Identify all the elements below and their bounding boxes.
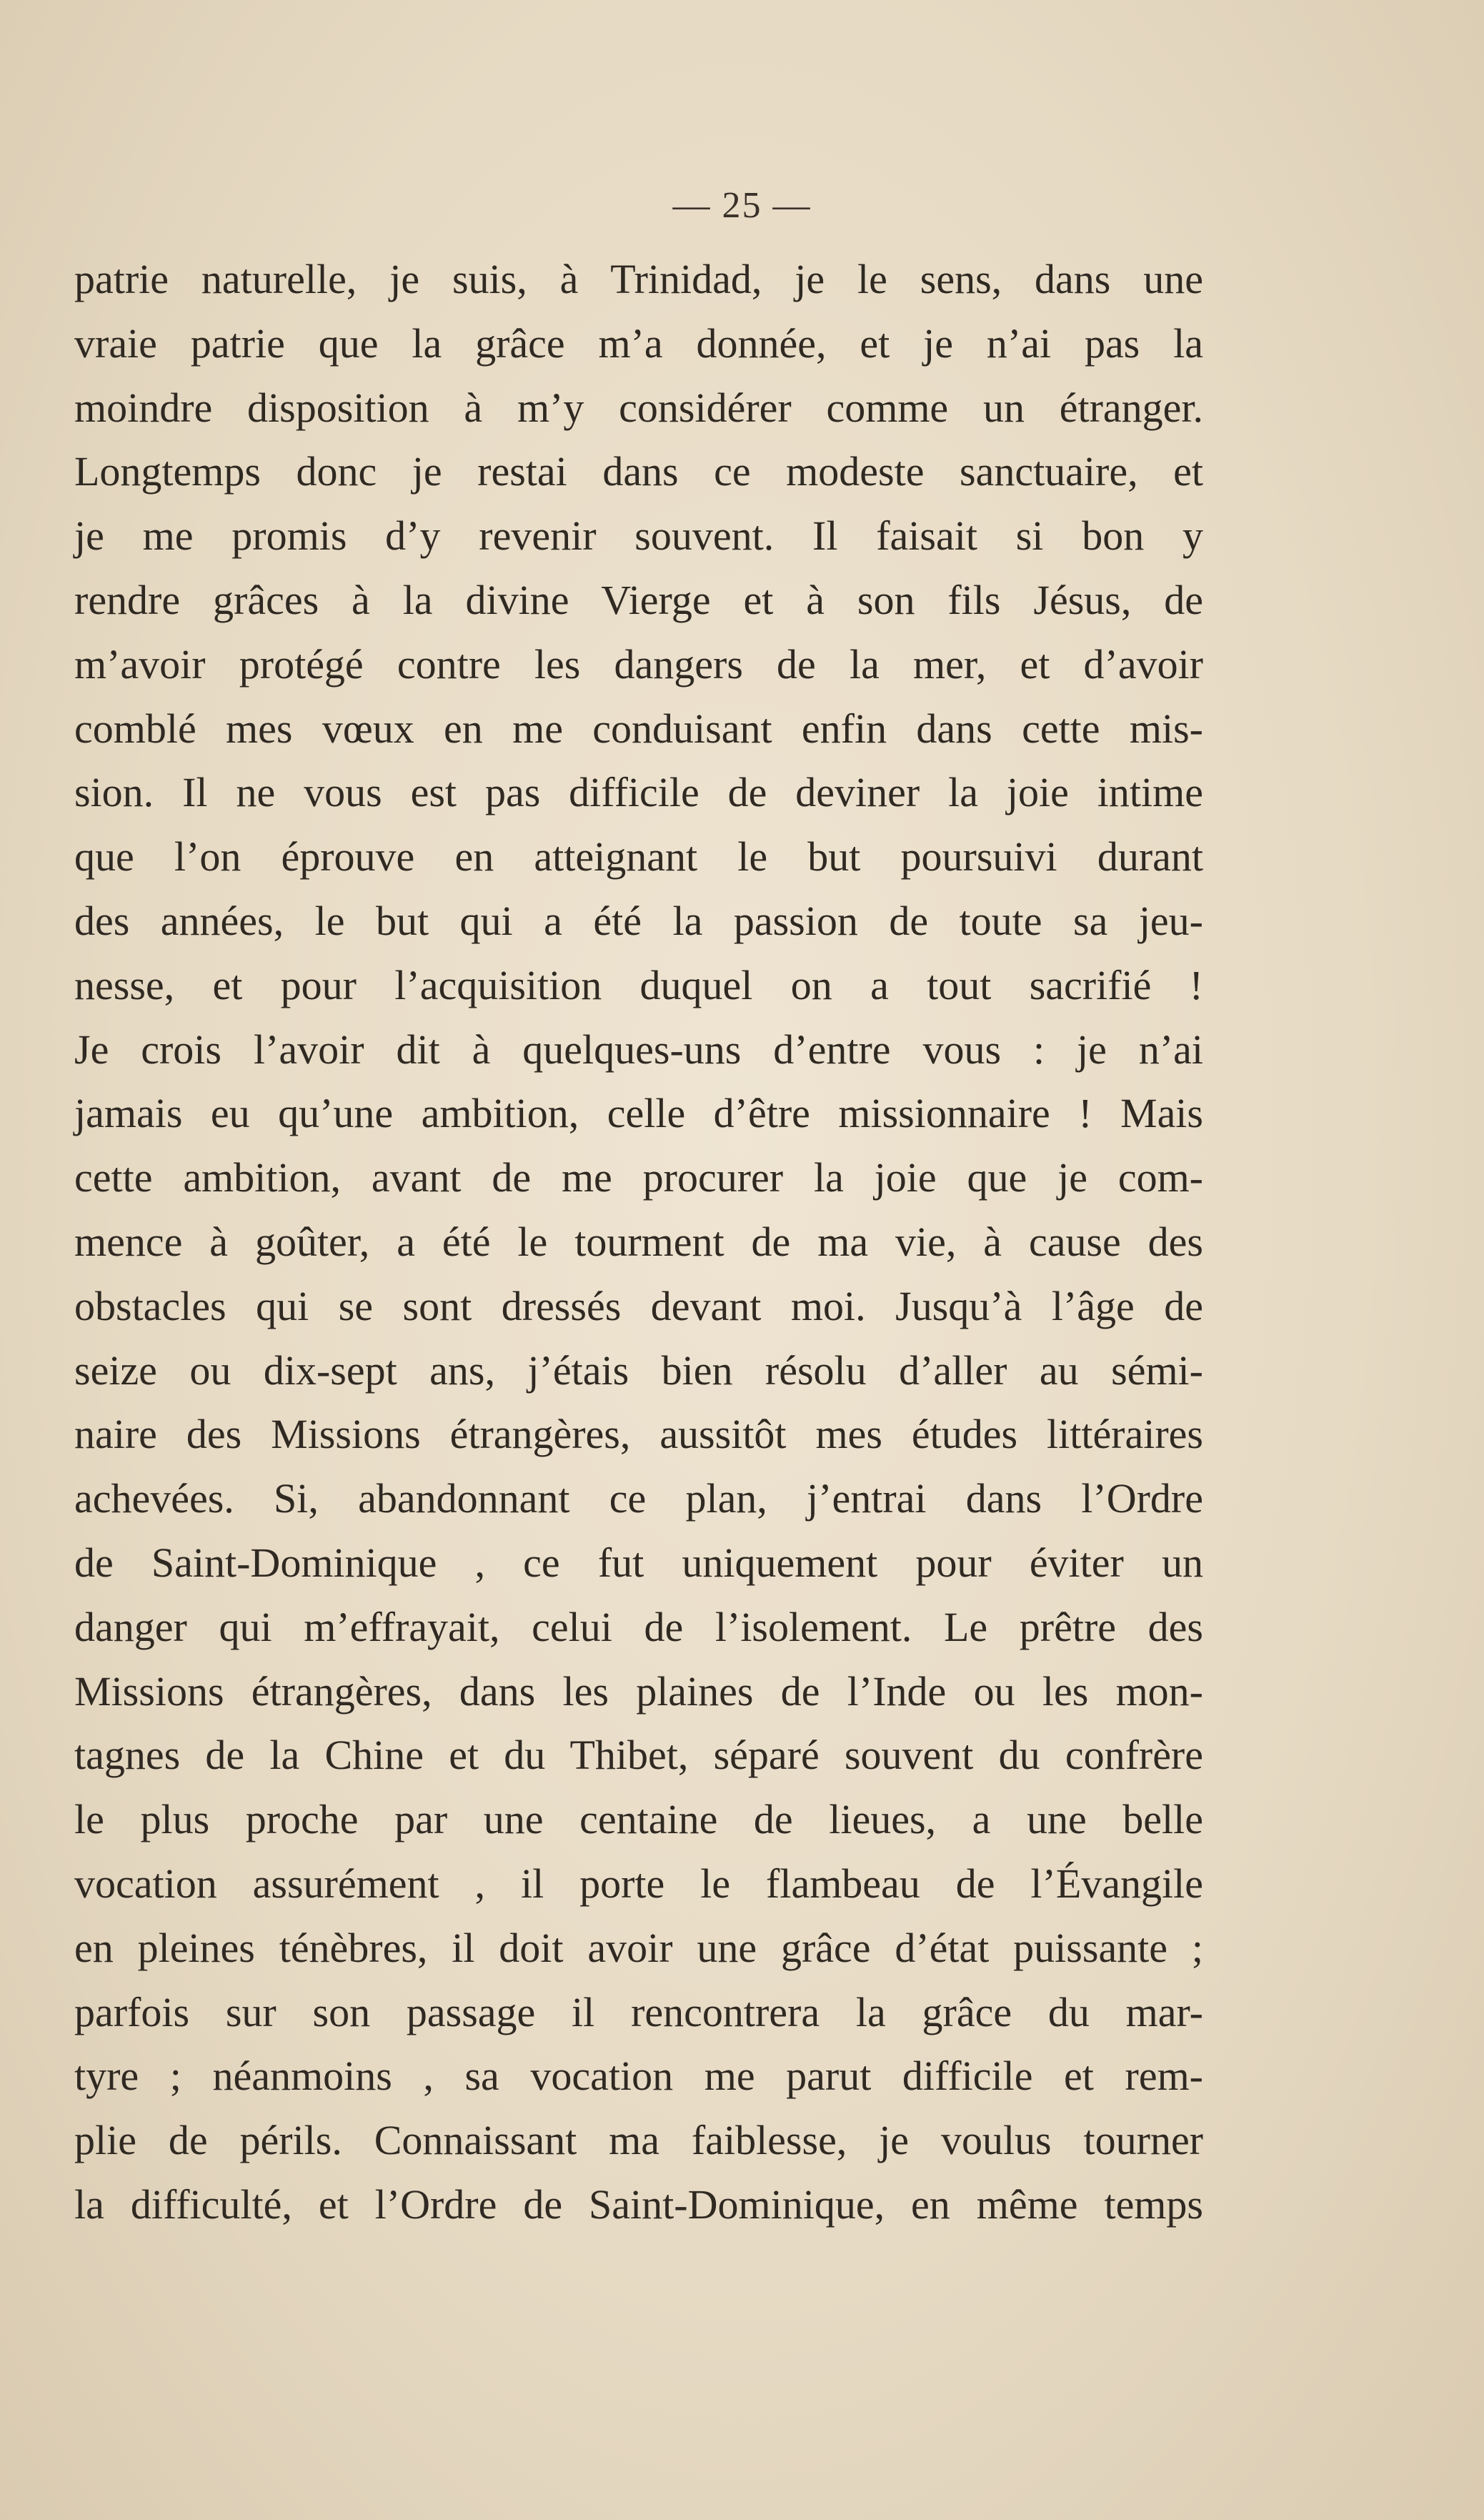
text-line: plie de périls. Connaissant ma faiblesse, je voulus tourner (74, 2117, 1203, 2164)
text-line: mence à goûter, a été le tourment de ma vie, à cause des (74, 1218, 1203, 1265)
text-line: Longtemps donc je restai dans ce modeste sanctuaire, et (74, 448, 1203, 495)
text-line: naire des Missions étrangères, aussitôt mes études littéraires (74, 1411, 1203, 1458)
text-line: moindre disposition à m’y considérer comme un étranger. (74, 384, 1203, 431)
text-line: achevées. Si, abandonnant ce plan, j’entrai dans l’Ordre (74, 1475, 1203, 1522)
text-line: Je crois l’avoir dit à quelques-uns d’entre vous : je n’ai (74, 1026, 1203, 1073)
text-line: de Saint-Dominique , ce fut uniquement pour éviter un (74, 1539, 1203, 1586)
text-line: sion. Il ne vous est pas difficile de deviner la joie intime (74, 769, 1203, 816)
text-line: jamais eu qu’une ambition, celle d’être missionnaire ! Mais (74, 1090, 1203, 1137)
text-line: en pleines ténèbres, il doit avoir une grâce d’état puissante ; (74, 1924, 1203, 1971)
text-line: la difficulté, et l’Ordre de Saint-Dominique, en même temps (74, 2181, 1203, 2228)
text-line: que l’on éprouve en atteignant le but poursuivi durant (74, 833, 1203, 880)
text-line: m’avoir protégé contre les dangers de la mer, et d’avoir (74, 640, 1203, 688)
text-line: patrie naturelle, je suis, à Trinidad, je le sens, dans une (74, 256, 1203, 302)
text-line: des années, le but qui a été la passion de toute sa jeu- (74, 897, 1203, 944)
text-line: comblé mes vœux en me conduisant enfin dans cette mis- (74, 705, 1203, 752)
text-line: obstacles qui se sont dressés devant moi. Jusqu’à l’âge de (74, 1282, 1203, 1329)
text-line: vocation assurément , il porte le flambeau de l’Évangile (74, 1860, 1203, 1907)
text-line: Missions étrangères, dans les plaines de l’Inde ou les mon- (74, 1667, 1203, 1715)
text-line: rendre grâces à la divine Vierge et à son fils Jésus, de (74, 576, 1203, 623)
text-line: tyre ; néanmoins , sa vocation me parut difficile et rem- (74, 2053, 1203, 2100)
text-line: tagnes de la Chine et du Thibet, séparé souvent du confrère (74, 1732, 1203, 1779)
page-number: — 25 — (672, 185, 812, 226)
text-line: seize ou dix-sept ans, j’étais bien résolu d’aller au sémi- (74, 1346, 1203, 1394)
text-line: le plus proche par une centaine de lieues, a une belle (74, 1796, 1203, 1843)
body-text (74, 247, 1203, 2237)
text-line: parfois sur son passage il rencontrera la grâce du mar- (74, 1988, 1203, 2035)
text-line: je me promis d’y revenir souvent. Il faisait si bon y (74, 512, 1203, 560)
text-line: nesse, et pour l’acquisition duquel on a tout sacrifié ! (74, 961, 1203, 1008)
text-line: danger qui m’effrayait, celui de l’isolement. Le prêtre des (74, 1603, 1203, 1650)
text-line: cette ambition, avant de me procurer la joie que je com- (74, 1154, 1203, 1201)
text-line: vraie patrie que la grâce m’a donnée, et je n’ai pas la (74, 319, 1203, 367)
